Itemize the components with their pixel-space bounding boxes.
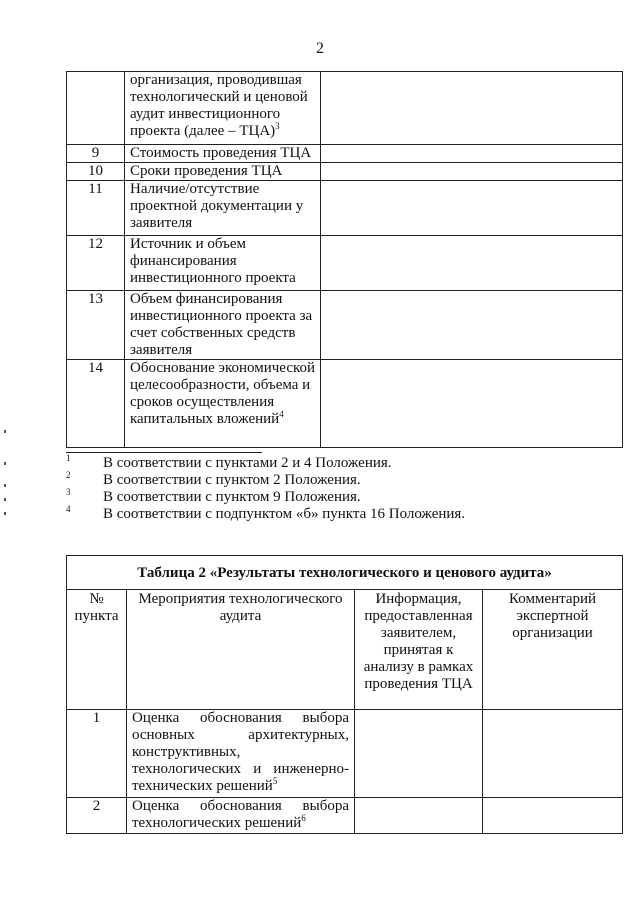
table-row [67,710,623,798]
row-label: Обоснование экономической целесообразности, объема и сроков осуществления капитальных вложений$^4$ [125,360,321,448]
row-value-cell [321,181,623,236]
footnote-ref: 4 [279,409,284,419]
row-label: организация, проводившая технологический и ценовой аудит инвестиционного проекта (далее – ТЦА)$^3$ [125,72,321,145]
footnote-ref: 6 [301,813,306,823]
table-row [67,145,623,163]
row-label: Объем финансирования инвестиционного проекта за счет собственных средств заявителя [125,291,321,360]
table-header-row [67,590,623,710]
footnote-separator [66,452,262,453]
row-comment-cell [483,710,623,798]
footnote [66,506,622,523]
footnote-mark: 1 [66,453,71,463]
row-info-cell [355,798,483,834]
row-number: 13 [67,291,125,360]
row-value-cell [321,291,623,360]
row-label: Сроки проведения ТЦА [125,163,321,181]
scan-artifact [4,498,6,501]
footnote-mark: 4 [66,504,71,514]
row-number: 10 [67,163,125,181]
row-value-cell [321,72,623,145]
row-number: 9 [67,145,125,163]
row-value-cell [321,236,623,291]
row-number: 2 [67,798,127,834]
page-number: 2 [316,40,324,57]
footnote [66,472,622,489]
footnote-ref: 3 [275,121,280,131]
row-label: Стоимость проведения ТЦА [125,145,321,163]
row-comment-cell [483,798,623,834]
table-row [67,181,623,236]
footnotes [66,455,622,523]
header-applicant-info: Информация, предоставленная заявителем, принятая к анализу в рамках проведения ТЦА [355,590,483,710]
scan-artifact [4,430,6,433]
row-number: 1 [67,710,127,798]
footnote-text: В соответствии с пунктами 2 и 4 Положения. [103,455,392,471]
header-activity: Мероприятия технологического аудита [127,590,355,710]
row-activity: Оценка обоснования выбора основных архитектурных, конструктивных, технологических и инженерно-технических решений$^5$ [127,710,355,798]
row-value-cell [321,360,623,448]
scan-artifact [4,462,6,465]
audit-results-table [66,555,623,834]
footnote-mark: 2 [66,470,71,480]
table-row [67,360,623,448]
scan-artifact [4,484,6,487]
footnote-mark: 3 [66,487,71,497]
footnote [66,489,622,506]
table-title: Таблица 2 «Результаты технологического и ценового аудита» [67,556,623,590]
row-value-cell [321,145,623,163]
footnote-text: В соответствии с пунктом 9 Положения. [103,489,361,505]
row-activity: Оценка обоснования выбора технологических решений$^6$ [127,798,355,834]
table-row [67,163,623,181]
table-row [67,291,623,360]
header-item-number: № пункта [67,590,127,710]
scan-artifact [4,512,6,515]
row-number: 14 [67,360,125,448]
table-row [67,236,623,291]
row-label: Наличие/отсутствие проектной документации у заявителя [125,181,321,236]
row-value-cell [321,163,623,181]
footnote-ref: 5 [272,776,278,786]
row-number: 12 [67,236,125,291]
row-label: Источник и объем финансирования инвестиционного проекта [125,236,321,291]
table-title-row [67,556,623,590]
table-row [67,798,623,834]
project-info-table [66,71,623,448]
footnote [66,455,622,472]
row-info-cell [355,710,483,798]
row-number [67,72,125,145]
header-expert-comment: Комментарий экспертной организации [483,590,623,710]
footnote-text: В соответствии с пунктом 2 Положения. [103,472,361,488]
row-number: 11 [67,181,125,236]
footnote-text: В соответствии с подпунктом «б» пункта 16 Положения. [103,506,466,522]
table-row [67,72,623,145]
